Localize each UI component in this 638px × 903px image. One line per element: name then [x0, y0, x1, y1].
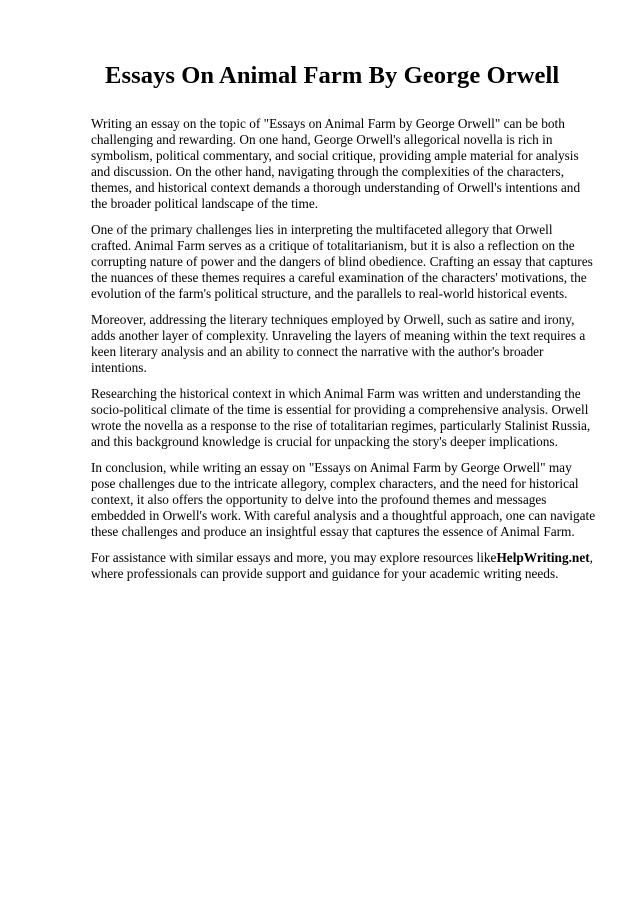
paragraph-allegory: One of the primary challenges lies in interpreting the multifaceted allegory that Orwell crafted. Animal Farm serves as a critique of totalitarianism, but it is also a reflection on the corrupting nature of power and the dangers of blind obedience. Crafting an essay that captures the nuances of these themes requires a careful examination of the characters' motivations, the evolution of the farm's political structure, and the parallels to real-world historical events. — [91, 222, 593, 301]
paragraph-conclusion: In conclusion, while writing an essay on "Essays on Animal Farm by George Orwell" may pose challenges due to the intricate allegory, complex characters, and the need for historical context, it also offers the opportunity to delve into the profound themes and messages embedded in Orwell's work. With careful analysis and a thoughtful approach, one can navigate these challenges and produce an insightful essay that captures the essence of Animal Farm. — [91, 460, 596, 539]
paragraph-intro: Writing an essay on the topic of "Essays on Animal Farm by George Orwell" can be both challenging and rewarding. On one hand, George Orwell's allegorical novella is rich in symbolism, political commentary, and social critique, providing ample material for analysis and discussion. On the other hand, navigating through the complexities of the characters, themes, and historical context demands a thorough understanding of Orwell's intentions and the broader political landscape of the time. — [91, 116, 581, 211]
closing-text-before: For assistance with similar essays and more, you may explore resources like — [91, 550, 497, 565]
paragraph-closing — [91, 550, 596, 582]
paragraph-literary-techniques: Moreover, addressing the literary techniques employed by Orwell, such as satire and irony, adds another layer of complexity. Unraveling the layers of meaning within the text requires a keen literary analysis and an ability to connect the narrative with the author's broader intentions. — [91, 312, 586, 375]
brand-name: HelpWriting.net — [496, 550, 590, 565]
closing-text-after: , where professionals can provide support and guidance for your academic writing needs. — [91, 550, 593, 581]
document-title: Essays On Animal Farm By George Orwell — [105, 62, 560, 89]
paragraph-historical-context: Researching the historical context in which Animal Farm was written and understanding the socio-political climate of the time is essential for providing a comprehensive analysis. Orwell wrote the novella as a response to the rise of totalitarian regimes, particularly Stalinist Russia, and this background knowledge is crucial for unpacking the story's deeper implications. — [91, 386, 591, 449]
